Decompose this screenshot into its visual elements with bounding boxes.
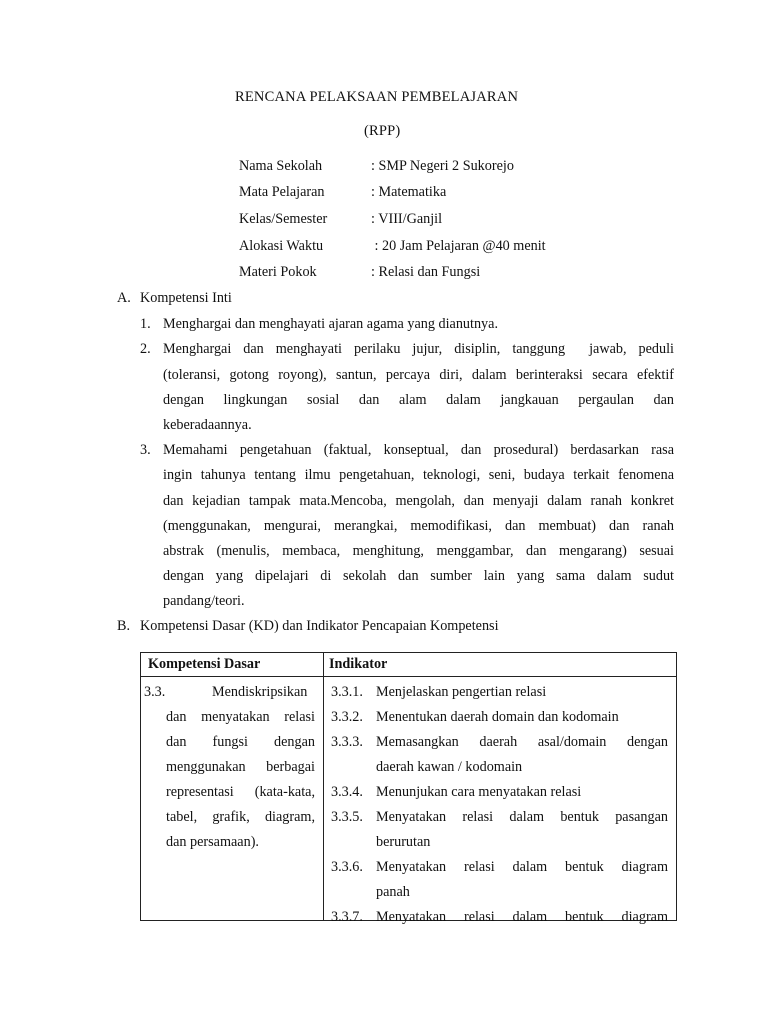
- list-item-text: Memahami pengetahuan (faktual, konseptual, dan prosedural) berdasarkan rasa: [163, 442, 674, 458]
- kd-text-line: representasi (kata-kata,: [166, 784, 315, 800]
- document-title: RENCANA PELAKSAAN PEMBELAJARAN: [235, 89, 519, 105]
- list-number: 3.: [140, 442, 151, 458]
- identity-label: Kelas/Semester: [239, 211, 328, 227]
- section-heading: Kompetensi Inti: [140, 290, 232, 306]
- indicator-text: Menyatakan relasi dalam bentuk pasangan: [376, 809, 668, 825]
- list-item-text: (menggunakan, mengurai, merangkai, memodifikasi, dan membuat) dan ranah: [163, 518, 674, 534]
- identity-label: Mata Pelajaran: [239, 184, 325, 200]
- section-heading: Kompetensi Dasar (KD) dan Indikator Pencapaian Kompetensi: [140, 618, 499, 634]
- kd-text-line: menggunakan berbagai: [166, 759, 315, 775]
- indicator-text: Menjelaskan pengertian relasi: [376, 684, 547, 700]
- table-header-cell: [324, 653, 677, 677]
- indicator-number: 3.3.4.: [331, 784, 363, 800]
- indicator-cell: [324, 677, 677, 925]
- list-item-text: pandang/teori.: [163, 593, 245, 609]
- indicator-number: 3.3.3.: [331, 734, 363, 750]
- identity-label: Nama Sekolah: [239, 158, 323, 174]
- indicator-text: Memasangkan daerah asal/domain dengan: [376, 734, 668, 750]
- identity-value: : Matematika: [371, 184, 447, 200]
- list-item-text: dan kejadian tampak mata.Mencoba, mengolah, dan menyaji dalam ranah konkret: [163, 493, 674, 509]
- indicator-text: Menentukan daerah domain dan kodomain: [376, 709, 619, 725]
- list-item-text: ingin tahunya tentang ilmu pengetahuan, teknologi, seni, budaya terkait fenomena: [163, 467, 674, 483]
- table-header-cell: [141, 653, 324, 677]
- list-item-text: Menghargai dan menghayati perilaku jujur, disiplin, tanggung jawab, peduli: [163, 341, 674, 357]
- header-indikator: Indikator: [329, 656, 388, 672]
- kd-cell: [141, 677, 324, 921]
- indicator-text: berurutan: [376, 834, 431, 850]
- list-item-text: dengan yang dipelajari di sekolah dan sumber lain yang sama dalam sudut: [163, 568, 674, 584]
- section-marker: B.: [117, 618, 131, 634]
- identity-label: Alokasi Waktu: [239, 238, 324, 254]
- indicator-number: 3.3.6.: [331, 859, 363, 875]
- identity-value: : VIII/Ganjil: [371, 211, 443, 227]
- list-item-text: Menghargai dan menghayati ajaran agama yang dianutnya.: [163, 316, 498, 332]
- indicator-number: 3.3.7.: [331, 909, 363, 925]
- kd-text-line: dan menyatakan relasi: [166, 709, 315, 725]
- indicator-number: 3.3.2.: [331, 709, 363, 725]
- indicator-text: daerah kawan / kodomain: [376, 759, 523, 775]
- kd-indicator-table: [140, 652, 677, 925]
- indicator-text: panah: [376, 884, 410, 900]
- table-header-row: [141, 653, 677, 677]
- indicator-text: Menunjukan cara menyatakan relasi: [376, 784, 582, 800]
- kd-text-line: tabel, grafik, diagram,: [166, 809, 315, 825]
- list-item-text: (toleransi, gotong royong), santun, percaya diri, dalam berinteraksi secara efektif: [163, 367, 674, 383]
- list-item-text: dengan lingkungan sosial dan alam dalam jangkauan pergaulan dan: [163, 392, 674, 408]
- identity-label: Materi Pokok: [239, 264, 317, 280]
- table-row: [141, 677, 677, 921]
- identity-value: : Relasi dan Fungsi: [371, 264, 481, 280]
- kd-text-line: Mendiskripsikan: [212, 684, 308, 700]
- document-subtitle: (RPP): [364, 123, 401, 139]
- list-number: 2.: [140, 341, 151, 357]
- identity-value: : 20 Jam Pelajaran @40 menit: [371, 238, 546, 254]
- kd-number: 3.3.: [144, 684, 166, 700]
- indicator-text: Menyatakan relasi dalam bentuk diagram: [376, 909, 668, 925]
- indicator-number: 3.3.5.: [331, 809, 363, 825]
- list-item-text: keberadaannya.: [163, 417, 252, 433]
- list-item-text: abstrak (menulis, membaca, menghitung, menggambar, dan mengarang) sesuai: [163, 543, 674, 559]
- kd-text-line: dan persamaan).: [166, 834, 259, 850]
- indicator-number: 3.3.1.: [331, 684, 363, 700]
- header-kompetensi-dasar: Kompetensi Dasar: [148, 656, 261, 672]
- section-marker: A.: [117, 290, 131, 306]
- list-number: 1.: [140, 316, 151, 332]
- kd-text-line: dan fungsi dengan: [166, 734, 315, 750]
- identity-value: : SMP Negeri 2 Sukorejo: [371, 158, 514, 174]
- indicator-text: Menyatakan relasi dalam bentuk diagram: [376, 859, 668, 875]
